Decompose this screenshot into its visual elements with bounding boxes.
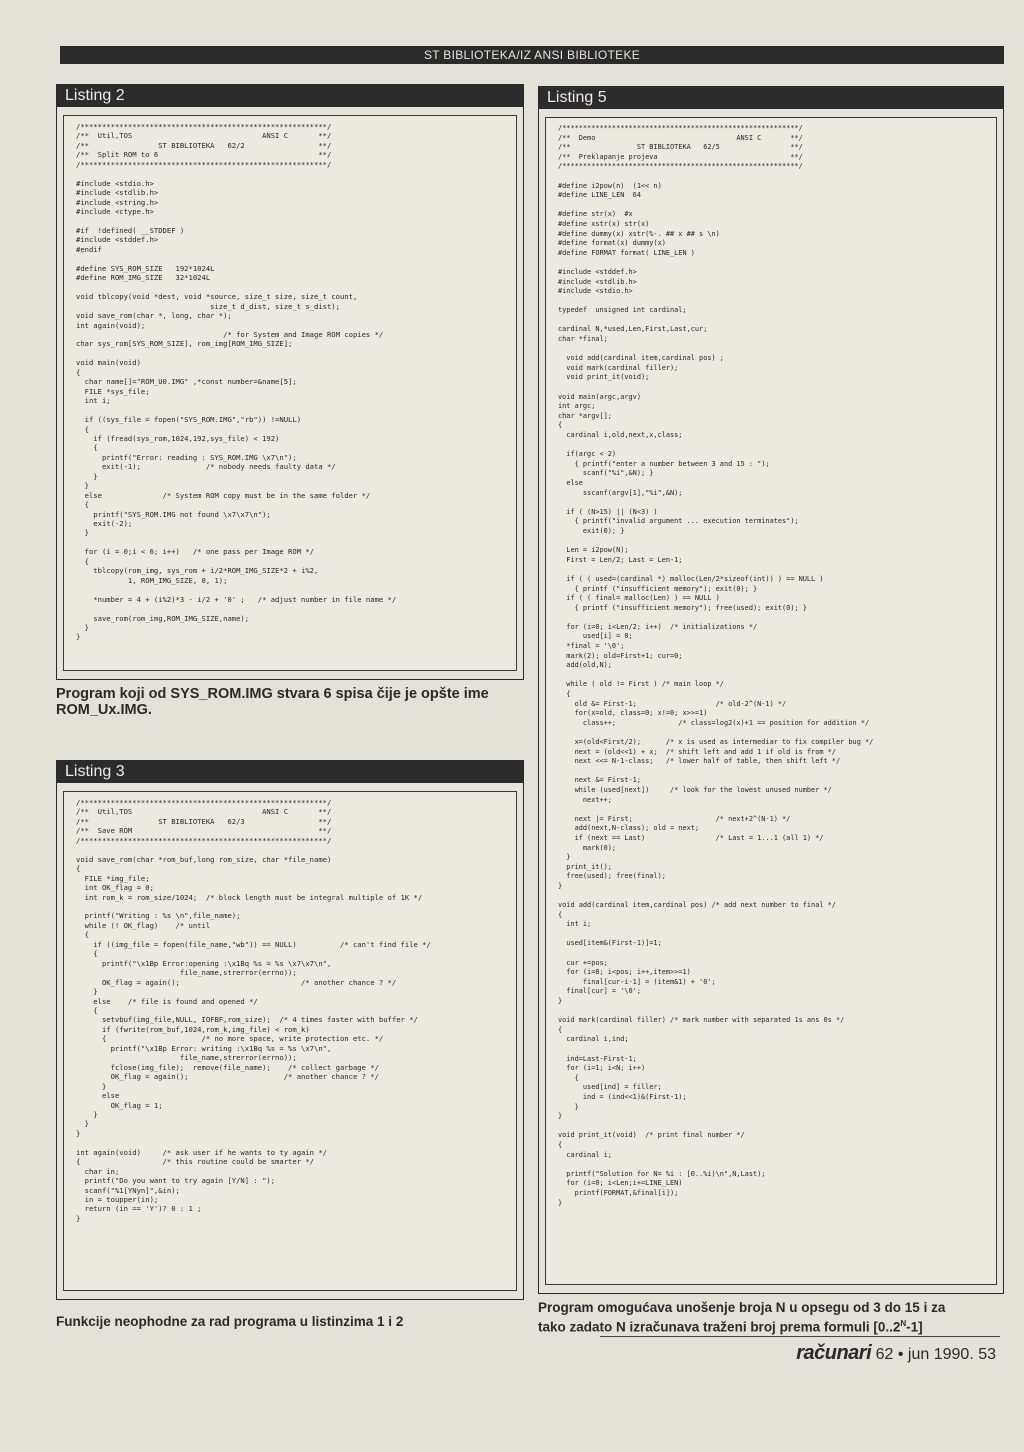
listing-2-title: Listing 2 (65, 87, 125, 104)
listing-5-caption-line2: tako zadato N izračunava traženi broj prema formuli [0..2 (538, 1319, 901, 1335)
listing-2-title-bar (57, 85, 523, 107)
listing-2-caption (56, 686, 526, 718)
date-and-page: jun 1990. 53 (907, 1346, 996, 1363)
listing-5-title: Listing 5 (547, 89, 607, 106)
issue-number: 62 (875, 1346, 894, 1363)
listing-3-caption-text: Funkcije neophodne za rad programa u listinzima 1 i 2 (56, 1314, 404, 1329)
listing-5-title-bar (539, 87, 1003, 109)
listing-2-code: /*********************************************************/ /** Util,TOS ANSI C **/ /** ST BIBLIOTEKA 62/2 **/ /** Split ROM to 6 **/ /*********************************************************/ #include <stdio.h> #include <stdlib.h> #include <string.h> #include <ctype.h> #if !defined( __STDDEF ) #include <stddef.h> #endif #define SYS_ROM_SIZE 192*1024L #define ROM_IMG_SIZE 32*1024L void tblcopy(void *dest, void *source, size_t size, size_t count, size_t d_dist, size_t s_dist); void save_rom(char *, long, char *); int again(void); /* for System and Image ROM copies */ char sys_rom[SYS_ROM_SIZE], rom_img[ROM_IMG_SIZE]; void main(void) { char name[]="ROM_U0.IMG" ,*const number=&name[5]; FILE *sys_file; int i; if ((sys_file = fopen("SYS_ROM.IMG","rb")) !=NULL) { if (fread(sys_rom,1024,192,sys_file) < 192) { printf("Error: reading : SYS_ROM.IMG \x7\n"); exit(-1); /* nobody needs faulty data */ } } else /* System ROM copy must be in the same folder */ { printf("SYS_ROM.IMG not found \x7\x7\n"); exit(-2); } for (i = 0;i < 6; i++) /* one pass per Image ROM */ { tblcopy(rom_img, sys_rom + i/2*ROM_IMG_SIZE*2 + i%2, 1, ROM_IMG_SIZE, 0, 1); *number = 4 + (i%2)*3 - i/2 + '0' ; /* adjust number in file name */ save_rom(rom_img,ROM_IMG_SIZE,name); } } (76, 122, 397, 642)
listing-2-code-frame (63, 115, 517, 671)
listing-3-code-frame (63, 791, 517, 1291)
magazine-brand: računari (796, 1342, 872, 1364)
listing-2-caption-text: Program koji od SYS_ROM.IMG stvara 6 spisa čije je opšte ime ROM_Ux.IMG. (56, 686, 489, 718)
listing-3-code: /*********************************************************/ /** Util,TOS ANSI C **/ /** ST BIBLIOTEKA 62/3 **/ /** Save ROM **/ /*********************************************************/ void save_rom(char *rom_buf,long rom_size, char *file_name) { FILE *img_file; int OK_flag = 0; int rom_k = rom_size/1024; /* block length must be integral multiple of 1K */ printf("Writing : %s \n",file_name); while (! OK_flag) /* until { if ((img_file = fopen(file_name,"wb")) == NULL) /* can't find file */ { printf("\x1Bp Error:opening :\x1Bq %s = %s \x7\x7\n", file_name,strerror(errno)); OK_flag = again(); /* another chance ? */ } else /* file is found and opened */ { setvbuf(img_file,NULL, IOFBF,rom_size); /* 4 times faster with buffer */ if (fwrite(rom_buf,1024,rom_k,img_file) < rom_k) { /* no more space, write protection etc. */ printf("\x1Bp Error: writing :\x1Bq %s = %s \x7\n", file_name,strerror(errno)); fclose(img_file); remove(file_name); /* collect garbage */ OK_flag = again(); /* another chance ? */ } else OK_flag = 1; } } } int again(void) /* ask user if he wants to ty again */ { /* this routine could be smarter */ char in; printf("Do you want to try again [Y/N] : "); scanf("%1[YNyn]",&in); in = toupper(in); return (in == 'Y')? 0 : 1 ; } (76, 798, 431, 1223)
page-footer (796, 1342, 996, 1365)
listing-5-code-frame (545, 117, 997, 1285)
listing-3-panel (56, 760, 524, 1300)
footer-rule (600, 1336, 1000, 1337)
listing-5-caption-end: -1] (906, 1319, 923, 1335)
listing-3-title: Listing 3 (65, 763, 125, 780)
listing-3-title-bar (57, 761, 523, 783)
listing-5-caption-line1: Program omogućava unošenje broja N u opsegu od 3 do 15 i za (538, 1300, 946, 1315)
section-header-bar (60, 46, 1004, 64)
listing-5-code: /*********************************************************/ /** Demo ANSI C **/ /** ST BIBLIOTEKA 62/5 **/ /** Preklapanje projeva **/ /*********************************************************/ #define i2pow(n) (1<< n) #define LINE_LEN 64 #define str(x) #x #define xstr(x) str(x) #define dummy(x) xstr(%-. ## x ## s \n) #define format(x) dummy(x) #define FORMAT format( LINE_LEN ) #include <stddef.h> #include <stdlib.h> #include <stdio.h> typedef unsigned int cardinal; cardinal N,*used,Len,First,Last,cur; char *final; void add(cardinal item,cardinal pos) ; void mark(cardinal filler); void print_it(void); void main(argc,argv) int argc; char *argv[]; { cardinal i,old,next,x,class; if(argc < 2) { printf("enter a number between 3 and 15 : "); scanf("%i",&N); } else sscanf(argv[1],"%i",&N); if ( (N>15) || (N<3) ) { printf("invalid argument ... execution terminates"); exit(0); } Len = i2pow(N); First = Len/2; Last = Len-1; if ( ( used=(cardinal *) malloc(Len/2*sizeof(int)) ) == NULL ) { printf ("insufficient memory"); exit(0); } if ( ( final= malloc(Len) ) == NULL ) { printf ("insufficient memory"); free(used); exit(0); } for (i=0; i<Len/2; i++) /* initializations */ used[i] = 0; *final = '\0'; mark(2); old=First+1; cur=0; add(old,N); while ( old != First ) /* main loop */ { old &= First-1; /* old-2^(N-1) */ for(x=old, class=0; x!=0; x>>=1) class++; /* class=log2(x)+1 == position for addition */ x=(old<First/2); /* x is used as intermediar to fix compiler bug */ next = (old<<1) + x; /* shift left and add 1 if old is from */ next <<= N-1-class; /* lower half of table, then shift left */ next &= First-1; while (used[next]) /* look for the lowest unused number */ next++; next |= First; /* next+2^(N-1) */ add(next,N-class); old = next; if (next == Last) /* Last = 1...1 (all 1) */ mark(0); } print_it(); free(used); free(final); } void add(cardinal item,cardinal pos) /* add next number to final */ { int i; used[item&(First-1)]=1; cur +=pos; for (i=0; i<pos; i++,item>>=1) final[cur-i-1] = (item&1) + '0'; final[cur] = '\0'; } void mark(cardinal filler) /* mark number with separated 1s ans 0s */ { cardinal i,ind; ind=Last-First-1; for (i=1; i<N; i++) { used[ind] = filler; ind = (ind<<1)&(First-1); } } void print_it(void) /* print final number */ { cardinal i; printf("Solution for N= %i : [0..%i)\n",N,Last); for (i=0; i<Len;i+=LINE_LEN) printf(FORMAT,&final[i]); } (558, 124, 874, 1207)
section-title: ST BIBLIOTEKA/IZ ANSI BIBLIOTEKE (423, 48, 641, 62)
footer-bullet: • (897, 1346, 904, 1363)
listing-3-caption (56, 1314, 526, 1330)
listing-5-caption (538, 1300, 1008, 1336)
listing-2-panel (56, 84, 524, 680)
listing-5-panel (538, 86, 1004, 1294)
listing-5-caption-superscript: N (900, 1319, 907, 1328)
